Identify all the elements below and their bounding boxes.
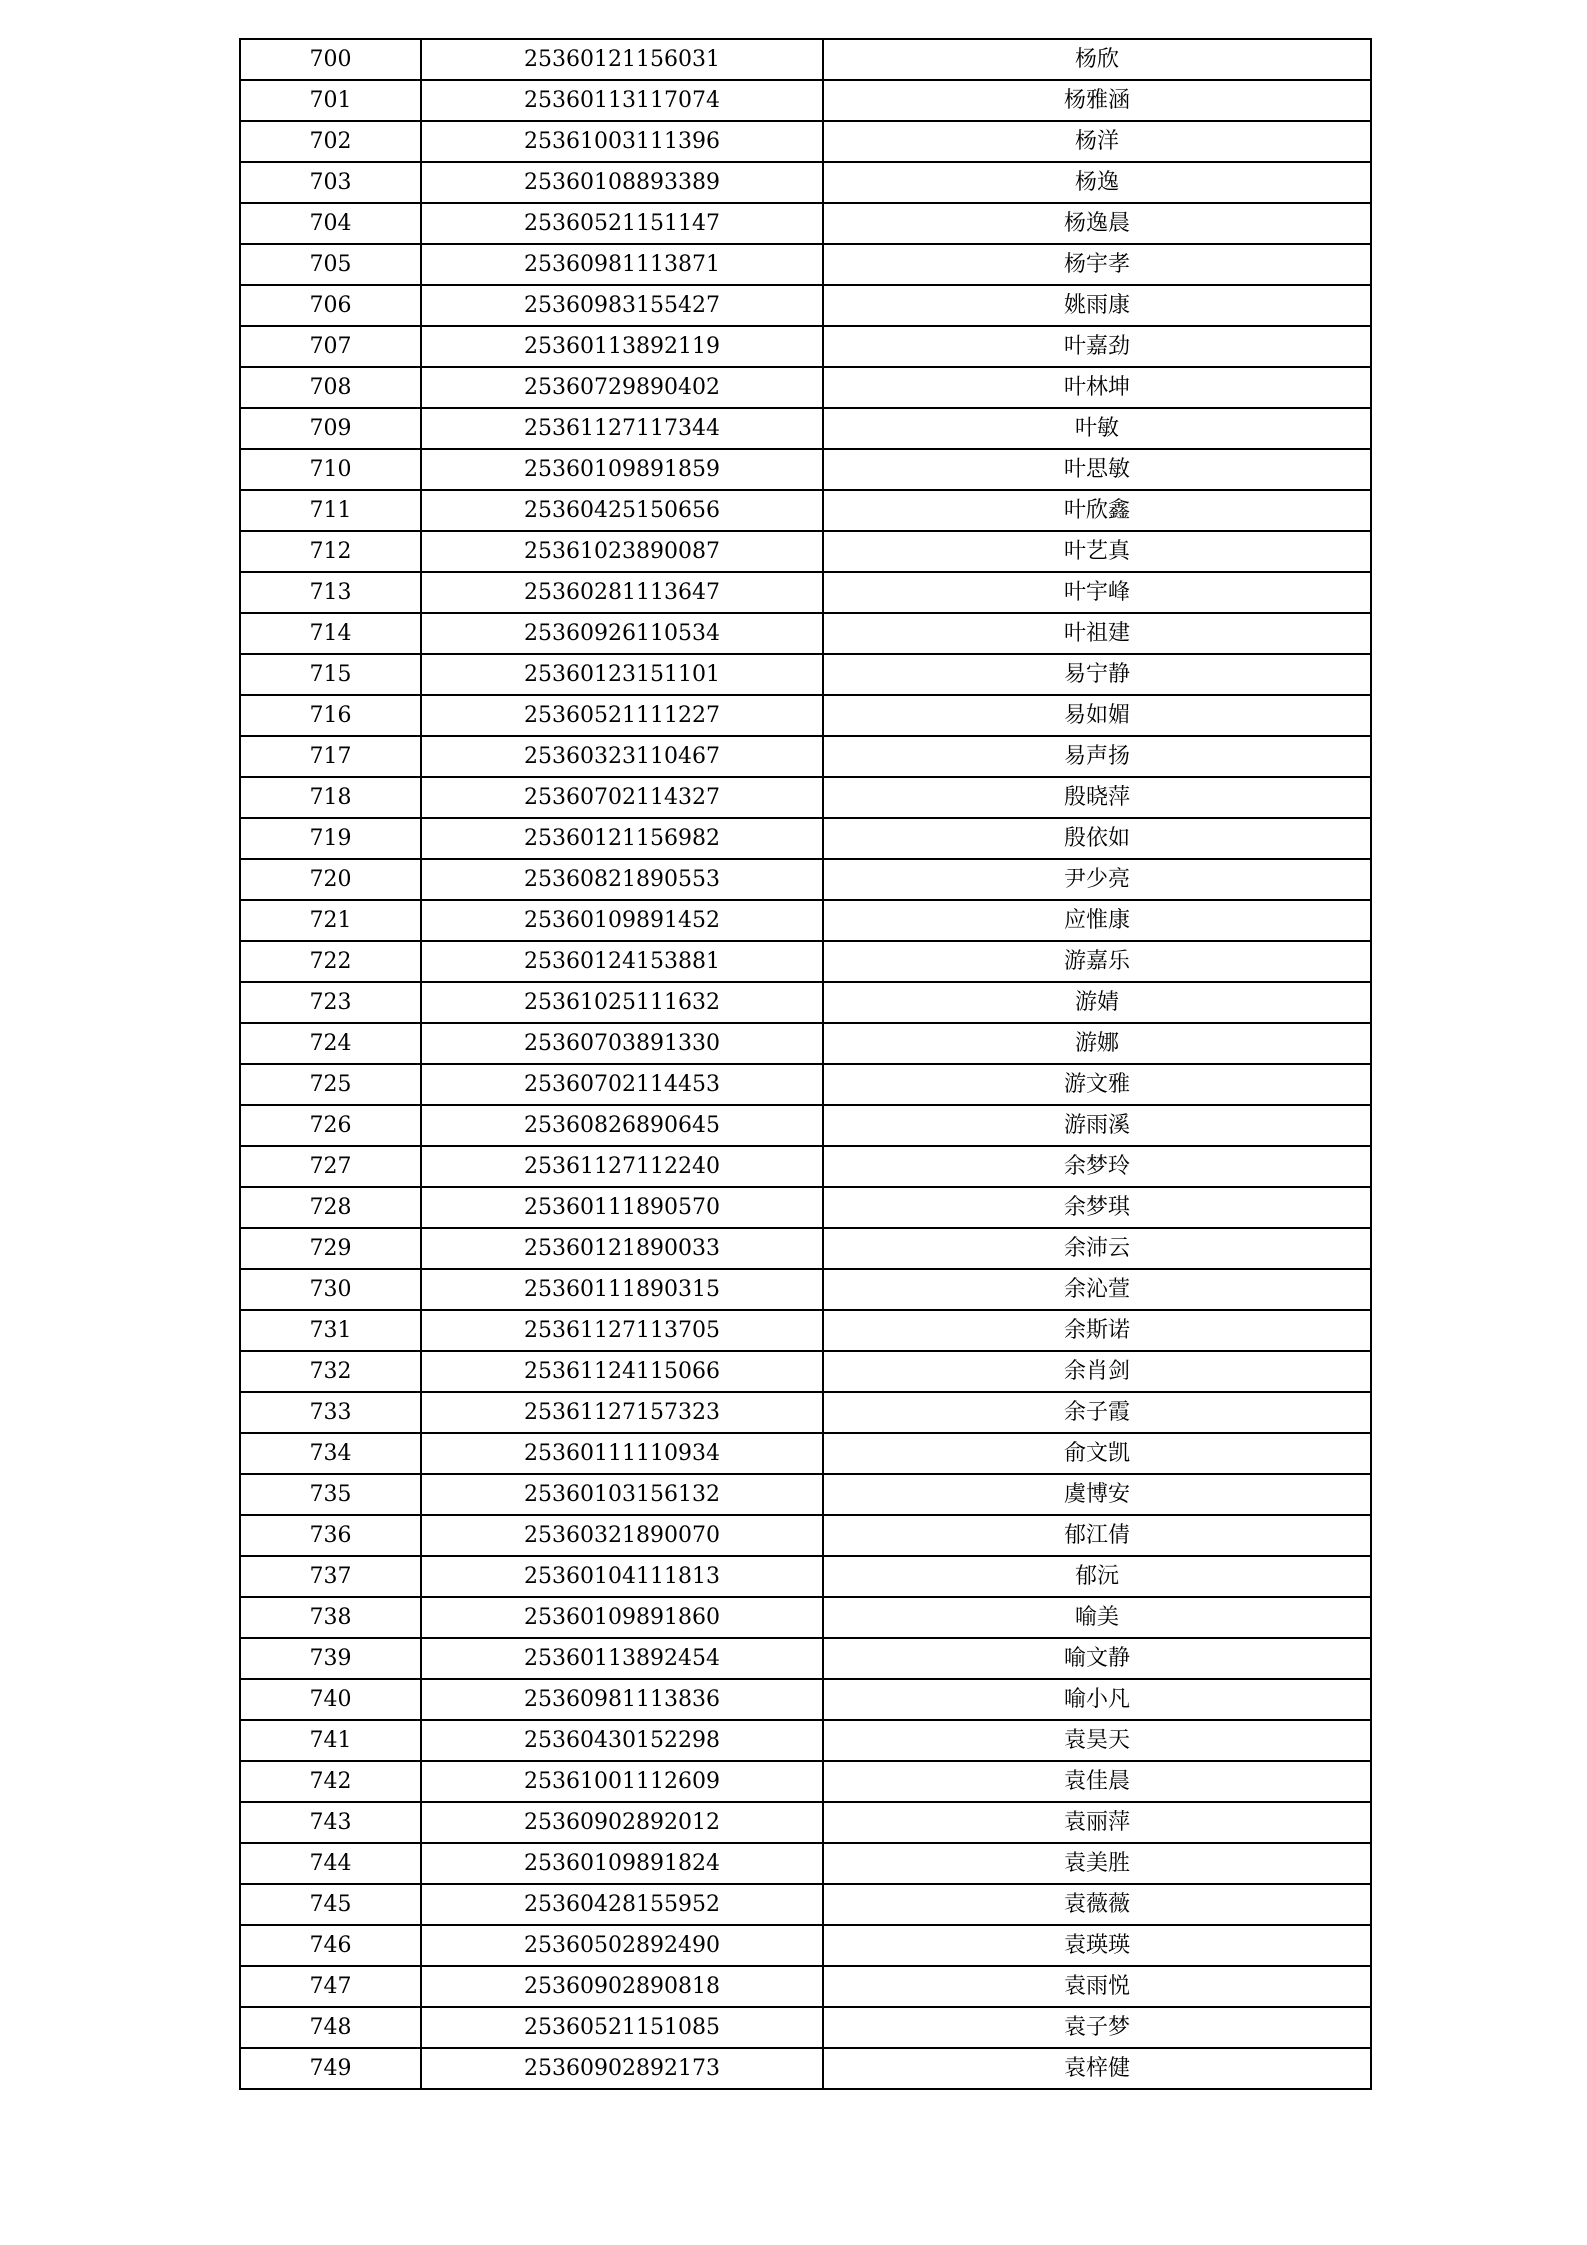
candidate-id-cell: 25360111890570 — [421, 1187, 823, 1228]
candidate-name-cell: 余斯诺 — [823, 1310, 1371, 1351]
table-row — [240, 1515, 1371, 1556]
table-row — [240, 1105, 1371, 1146]
row-number-cell: 720 — [240, 859, 421, 900]
candidate-name-cell: 余子霞 — [823, 1392, 1371, 1433]
candidate-name-cell: 尹少亮 — [823, 859, 1371, 900]
candidate-id-cell: 25360108893389 — [421, 162, 823, 203]
candidate-id-cell: 25360521151147 — [421, 203, 823, 244]
candidate-id-cell: 25361124115066 — [421, 1351, 823, 1392]
candidate-name-cell: 殷晓萍 — [823, 777, 1371, 818]
candidate-name-cell: 袁子梦 — [823, 2007, 1371, 2048]
candidate-id-cell: 25361127112240 — [421, 1146, 823, 1187]
candidate-id-cell: 25360321890070 — [421, 1515, 823, 1556]
candidate-name-cell: 易声扬 — [823, 736, 1371, 777]
row-number-cell: 716 — [240, 695, 421, 736]
candidate-id-cell: 25360702114327 — [421, 777, 823, 818]
candidate-id-cell: 25360926110534 — [421, 613, 823, 654]
candidate-id-cell: 25360111110934 — [421, 1433, 823, 1474]
candidate-id-cell: 25360521151085 — [421, 2007, 823, 2048]
candidate-name-cell: 余沛云 — [823, 1228, 1371, 1269]
candidate-name-cell: 叶嘉劲 — [823, 326, 1371, 367]
candidate-id-cell: 25360113117074 — [421, 80, 823, 121]
candidate-id-cell: 25360113892454 — [421, 1638, 823, 1679]
candidate-name-cell: 袁瑛瑛 — [823, 1925, 1371, 1966]
candidate-id-cell: 25360981113871 — [421, 244, 823, 285]
table-row — [240, 1720, 1371, 1761]
candidate-name-cell: 袁昊天 — [823, 1720, 1371, 1761]
table-row — [240, 1146, 1371, 1187]
candidate-name-cell: 喻美 — [823, 1597, 1371, 1638]
candidate-id-cell: 25361025111632 — [421, 982, 823, 1023]
candidate-id-cell: 25360821890553 — [421, 859, 823, 900]
candidate-name-cell: 叶祖建 — [823, 613, 1371, 654]
candidate-name-cell: 易宁静 — [823, 654, 1371, 695]
candidate-name-cell: 袁薇薇 — [823, 1884, 1371, 1925]
table-row — [240, 1679, 1371, 1720]
row-number-cell: 700 — [240, 39, 421, 80]
candidate-id-cell: 25361023890087 — [421, 531, 823, 572]
table-row — [240, 244, 1371, 285]
table-row — [240, 80, 1371, 121]
candidate-id-cell: 25360425150656 — [421, 490, 823, 531]
candidate-id-cell: 25360109891860 — [421, 1597, 823, 1638]
row-number-cell: 746 — [240, 1925, 421, 1966]
row-number-cell: 749 — [240, 2048, 421, 2089]
row-number-cell: 739 — [240, 1638, 421, 1679]
table-row — [240, 531, 1371, 572]
table-row — [240, 39, 1371, 80]
table-row — [240, 1269, 1371, 1310]
candidate-id-cell: 25360902892012 — [421, 1802, 823, 1843]
candidate-id-cell: 25360109891824 — [421, 1843, 823, 1884]
table-row — [240, 1802, 1371, 1843]
candidate-id-cell: 25360281113647 — [421, 572, 823, 613]
candidate-name-cell: 殷依如 — [823, 818, 1371, 859]
row-number-cell: 731 — [240, 1310, 421, 1351]
table-row — [240, 900, 1371, 941]
table-row — [240, 1064, 1371, 1105]
row-number-cell: 723 — [240, 982, 421, 1023]
table-row — [240, 408, 1371, 449]
table-row — [240, 1433, 1371, 1474]
candidate-name-cell: 叶宇峰 — [823, 572, 1371, 613]
table-row — [240, 449, 1371, 490]
candidate-name-cell: 叶思敏 — [823, 449, 1371, 490]
table-row — [240, 777, 1371, 818]
roster-table — [239, 38, 1372, 2090]
candidate-name-cell: 虞博安 — [823, 1474, 1371, 1515]
row-number-cell: 712 — [240, 531, 421, 572]
candidate-name-cell: 杨洋 — [823, 121, 1371, 162]
candidate-name-cell: 袁佳晨 — [823, 1761, 1371, 1802]
row-number-cell: 711 — [240, 490, 421, 531]
candidate-id-cell: 25360521111227 — [421, 695, 823, 736]
candidate-id-cell: 25360428155952 — [421, 1884, 823, 1925]
candidate-name-cell: 袁雨悦 — [823, 1966, 1371, 2007]
candidate-id-cell: 25360113892119 — [421, 326, 823, 367]
row-number-cell: 736 — [240, 1515, 421, 1556]
row-number-cell: 743 — [240, 1802, 421, 1843]
table-row — [240, 2007, 1371, 2048]
candidate-id-cell: 25360103156132 — [421, 1474, 823, 1515]
candidate-id-cell: 25360111890315 — [421, 1269, 823, 1310]
table-row — [240, 121, 1371, 162]
row-number-cell: 735 — [240, 1474, 421, 1515]
table-row — [240, 695, 1371, 736]
table-row — [240, 1228, 1371, 1269]
row-number-cell: 713 — [240, 572, 421, 613]
table-row — [240, 2048, 1371, 2089]
row-number-cell: 724 — [240, 1023, 421, 1064]
candidate-id-cell: 25360729890402 — [421, 367, 823, 408]
table-row — [240, 203, 1371, 244]
row-number-cell: 719 — [240, 818, 421, 859]
candidate-name-cell: 余肖剑 — [823, 1351, 1371, 1392]
candidate-name-cell: 游嘉乐 — [823, 941, 1371, 982]
candidate-id-cell: 25360124153881 — [421, 941, 823, 982]
table-row — [240, 1474, 1371, 1515]
table-row — [240, 1761, 1371, 1802]
candidate-name-cell: 游文雅 — [823, 1064, 1371, 1105]
table-row — [240, 162, 1371, 203]
candidate-id-cell: 25360121156031 — [421, 39, 823, 80]
candidate-name-cell: 游雨溪 — [823, 1105, 1371, 1146]
candidate-name-cell: 袁丽萍 — [823, 1802, 1371, 1843]
table-row — [240, 1843, 1371, 1884]
table-row — [240, 1884, 1371, 1925]
candidate-name-cell: 应惟康 — [823, 900, 1371, 941]
row-number-cell: 732 — [240, 1351, 421, 1392]
row-number-cell: 708 — [240, 367, 421, 408]
row-number-cell: 727 — [240, 1146, 421, 1187]
candidate-name-cell: 余沁萱 — [823, 1269, 1371, 1310]
row-number-cell: 728 — [240, 1187, 421, 1228]
candidate-name-cell: 杨宇孝 — [823, 244, 1371, 285]
candidate-id-cell: 25360981113836 — [421, 1679, 823, 1720]
row-number-cell: 733 — [240, 1392, 421, 1433]
candidate-name-cell: 余梦玲 — [823, 1146, 1371, 1187]
candidate-id-cell: 25360902892173 — [421, 2048, 823, 2089]
candidate-id-cell: 25360121156982 — [421, 818, 823, 859]
candidate-id-cell: 25361003111396 — [421, 121, 823, 162]
row-number-cell: 722 — [240, 941, 421, 982]
row-number-cell: 715 — [240, 654, 421, 695]
table-row — [240, 982, 1371, 1023]
table-row — [240, 367, 1371, 408]
table-row — [240, 1392, 1371, 1433]
row-number-cell: 740 — [240, 1679, 421, 1720]
candidate-name-cell: 喻文静 — [823, 1638, 1371, 1679]
row-number-cell: 747 — [240, 1966, 421, 2007]
row-number-cell: 742 — [240, 1761, 421, 1802]
candidate-name-cell: 郁沅 — [823, 1556, 1371, 1597]
row-number-cell: 721 — [240, 900, 421, 941]
candidate-name-cell: 易如媚 — [823, 695, 1371, 736]
table-row — [240, 1556, 1371, 1597]
candidate-id-cell: 25361127113705 — [421, 1310, 823, 1351]
row-number-cell: 725 — [240, 1064, 421, 1105]
candidate-id-cell: 25361127117344 — [421, 408, 823, 449]
candidate-name-cell: 叶林坤 — [823, 367, 1371, 408]
roster-table-body — [240, 39, 1371, 2089]
row-number-cell: 705 — [240, 244, 421, 285]
table-row — [240, 1966, 1371, 2007]
candidate-id-cell: 25360702114453 — [421, 1064, 823, 1105]
candidate-id-cell: 25361127157323 — [421, 1392, 823, 1433]
row-number-cell: 702 — [240, 121, 421, 162]
row-number-cell: 741 — [240, 1720, 421, 1761]
table-row — [240, 1597, 1371, 1638]
candidate-name-cell: 杨逸晨 — [823, 203, 1371, 244]
table-row — [240, 1310, 1371, 1351]
row-number-cell: 709 — [240, 408, 421, 449]
candidate-name-cell: 杨雅涵 — [823, 80, 1371, 121]
candidate-id-cell: 25360430152298 — [421, 1720, 823, 1761]
row-number-cell: 744 — [240, 1843, 421, 1884]
candidate-id-cell: 25360121890033 — [421, 1228, 823, 1269]
table-row — [240, 1351, 1371, 1392]
table-row — [240, 736, 1371, 777]
candidate-id-cell: 25360109891452 — [421, 900, 823, 941]
candidate-name-cell: 游婧 — [823, 982, 1371, 1023]
row-number-cell: 737 — [240, 1556, 421, 1597]
candidate-id-cell: 25360703891330 — [421, 1023, 823, 1064]
candidate-name-cell: 余梦琪 — [823, 1187, 1371, 1228]
candidate-name-cell: 杨欣 — [823, 39, 1371, 80]
candidate-id-cell: 25360323110467 — [421, 736, 823, 777]
candidate-name-cell: 郁江倩 — [823, 1515, 1371, 1556]
candidate-id-cell: 25360983155427 — [421, 285, 823, 326]
candidate-name-cell: 姚雨康 — [823, 285, 1371, 326]
table-row — [240, 326, 1371, 367]
table-row — [240, 285, 1371, 326]
candidate-id-cell: 25360104111813 — [421, 1556, 823, 1597]
candidate-name-cell: 叶艺真 — [823, 531, 1371, 572]
row-number-cell: 706 — [240, 285, 421, 326]
table-row — [240, 1925, 1371, 1966]
table-row — [240, 818, 1371, 859]
row-number-cell: 707 — [240, 326, 421, 367]
candidate-name-cell: 杨逸 — [823, 162, 1371, 203]
table-row — [240, 941, 1371, 982]
row-number-cell: 710 — [240, 449, 421, 490]
candidate-name-cell: 俞文凯 — [823, 1433, 1371, 1474]
candidate-name-cell: 袁梓健 — [823, 2048, 1371, 2089]
row-number-cell: 714 — [240, 613, 421, 654]
candidate-id-cell: 25360109891859 — [421, 449, 823, 490]
candidate-name-cell: 袁美胜 — [823, 1843, 1371, 1884]
row-number-cell: 734 — [240, 1433, 421, 1474]
candidate-name-cell: 叶欣鑫 — [823, 490, 1371, 531]
candidate-name-cell: 游娜 — [823, 1023, 1371, 1064]
row-number-cell: 738 — [240, 1597, 421, 1638]
table-row — [240, 613, 1371, 654]
table-row — [240, 1638, 1371, 1679]
row-number-cell: 726 — [240, 1105, 421, 1146]
row-number-cell: 718 — [240, 777, 421, 818]
row-number-cell: 745 — [240, 1884, 421, 1925]
candidate-id-cell: 25360826890645 — [421, 1105, 823, 1146]
table-row — [240, 1187, 1371, 1228]
row-number-cell: 703 — [240, 162, 421, 203]
candidate-id-cell: 25360902890818 — [421, 1966, 823, 2007]
table-row — [240, 490, 1371, 531]
row-number-cell: 730 — [240, 1269, 421, 1310]
row-number-cell: 701 — [240, 80, 421, 121]
row-number-cell: 748 — [240, 2007, 421, 2048]
candidate-id-cell: 25360123151101 — [421, 654, 823, 695]
candidate-id-cell: 25360502892490 — [421, 1925, 823, 1966]
row-number-cell: 729 — [240, 1228, 421, 1269]
table-row — [240, 654, 1371, 695]
candidate-name-cell: 喻小凡 — [823, 1679, 1371, 1720]
table-row — [240, 859, 1371, 900]
row-number-cell: 704 — [240, 203, 421, 244]
table-row — [240, 572, 1371, 613]
candidate-name-cell: 叶敏 — [823, 408, 1371, 449]
row-number-cell: 717 — [240, 736, 421, 777]
candidate-id-cell: 25361001112609 — [421, 1761, 823, 1802]
table-row — [240, 1023, 1371, 1064]
